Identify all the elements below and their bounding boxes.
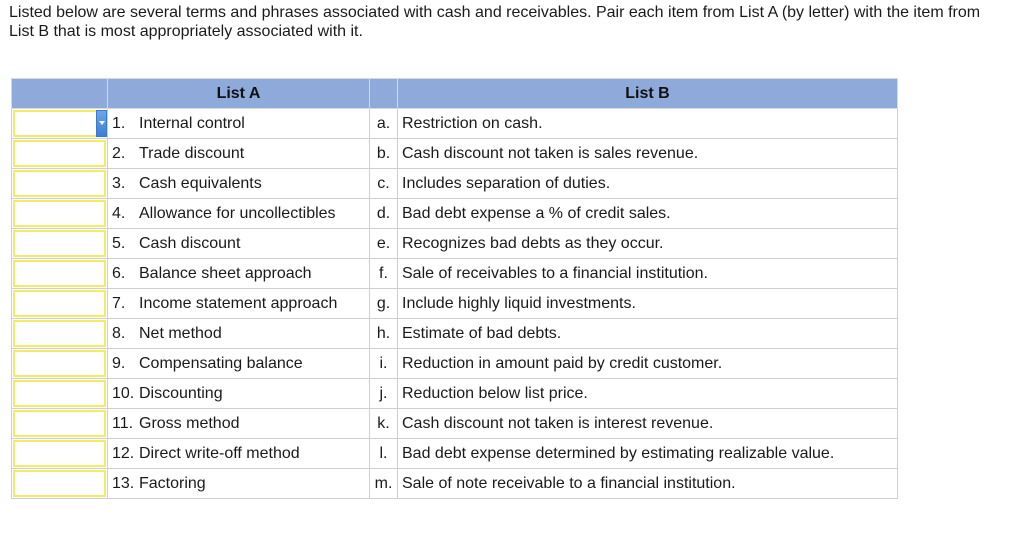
list-b-item: Cash discount not taken is sales revenue. <box>398 139 898 169</box>
list-b-letter: m. <box>370 469 398 499</box>
table-row <box>12 229 898 259</box>
table-row <box>12 439 898 469</box>
list-b-item: Reduction in amount paid by credit customer. <box>398 349 898 379</box>
list-a-header: List A <box>108 79 370 109</box>
answer-cell <box>12 109 108 139</box>
answer-cell <box>12 199 108 229</box>
table-row <box>12 409 898 439</box>
list-a-item <box>108 349 370 379</box>
list-a-number: 2. <box>112 144 126 162</box>
list-a-item <box>108 229 370 259</box>
list-a-text: Internal control <box>139 114 245 132</box>
list-a-number: 9. <box>112 354 126 372</box>
list-a-text: Allowance for uncollectibles <box>139 204 336 222</box>
list-a-text: Direct write-off method <box>139 444 300 462</box>
list-a-item <box>108 199 370 229</box>
answer-cell <box>12 259 108 289</box>
list-a-text: Cash discount <box>139 234 241 252</box>
chevron-down-icon <box>99 121 105 125</box>
answer-select-2[interactable] <box>13 140 106 167</box>
dropdown-arrow-icon[interactable] <box>96 110 107 137</box>
table-row <box>12 139 898 169</box>
list-b-letter: e. <box>370 229 398 259</box>
answer-column-header <box>12 79 108 109</box>
list-a-text: Factoring <box>139 474 206 492</box>
list-a-text: Compensating balance <box>139 354 303 372</box>
answer-cell <box>12 289 108 319</box>
answer-select-4[interactable] <box>13 200 106 227</box>
answer-select-3[interactable] <box>13 170 106 197</box>
list-a-item <box>108 379 370 409</box>
answer-select-5[interactable] <box>13 230 106 257</box>
list-a-item <box>108 469 370 499</box>
list-b-letter: f. <box>370 259 398 289</box>
letter-column-header <box>370 79 398 109</box>
list-b-letter: c. <box>370 169 398 199</box>
list-b-item: Reduction below list price. <box>398 379 898 409</box>
answer-select-6[interactable] <box>13 260 106 287</box>
list-b-item: Includes separation of duties. <box>398 169 898 199</box>
answer-select-8[interactable] <box>13 320 106 347</box>
list-b-item: Cash discount not taken is interest revenue. <box>398 409 898 439</box>
answer-select-12[interactable] <box>13 440 106 467</box>
list-b-letter: h. <box>370 319 398 349</box>
answer-select-10[interactable] <box>13 380 106 407</box>
table-row <box>12 169 898 199</box>
header-row <box>12 79 898 109</box>
list-a-text: Gross method <box>139 414 240 432</box>
list-a-number: 5. <box>112 234 126 252</box>
answer-cell <box>12 169 108 199</box>
answer-select-11[interactable] <box>13 410 106 437</box>
list-b-item: Bad debt expense a % of credit sales. <box>398 199 898 229</box>
list-b-item: Include highly liquid investments. <box>398 289 898 319</box>
answer-cell <box>12 319 108 349</box>
answer-cell <box>12 229 108 259</box>
list-b-header: List B <box>398 79 898 109</box>
list-a-text: Discounting <box>139 384 223 402</box>
answer-select-1[interactable] <box>13 110 98 137</box>
list-b-item: Recognizes bad debts as they occur. <box>398 229 898 259</box>
matching-table <box>11 78 898 499</box>
list-a-item <box>108 439 370 469</box>
list-a-text: Income statement approach <box>139 294 338 312</box>
list-a-item <box>108 259 370 289</box>
list-b-item: Bad debt expense determined by estimating realizable value. <box>398 439 898 469</box>
instructions-text: Listed below are several terms and phrases associated with cash and receivables. Pair each item from List A (by letter) with the item from List B that is most appropriately associated with it. <box>9 4 981 40</box>
answer-cell <box>12 409 108 439</box>
list-a-text: Cash equivalents <box>139 174 262 192</box>
list-a-item <box>108 139 370 169</box>
list-a-item <box>108 319 370 349</box>
list-a-text: Net method <box>139 324 222 342</box>
table-row <box>12 259 898 289</box>
list-b-item: Restriction on cash. <box>398 109 898 139</box>
list-b-item: Estimate of bad debts. <box>398 319 898 349</box>
list-a-number: 10. <box>112 384 135 402</box>
list-a-text: Balance sheet approach <box>139 264 312 282</box>
table-row <box>12 349 898 379</box>
table-row <box>12 319 898 349</box>
answer-cell <box>12 379 108 409</box>
list-b-letter: d. <box>370 199 398 229</box>
list-a-item <box>108 109 370 139</box>
list-b-letter: i. <box>370 349 398 379</box>
table-row <box>12 109 898 139</box>
list-a-text: Trade discount <box>139 144 245 162</box>
list-a-number: 8. <box>112 324 126 342</box>
answer-cell <box>12 469 108 499</box>
answer-cell <box>12 439 108 469</box>
list-b-letter: a. <box>370 109 398 139</box>
list-a-number: 11. <box>112 414 134 432</box>
answer-select-9[interactable] <box>13 350 106 377</box>
table-row <box>12 199 898 229</box>
table-row <box>12 379 898 409</box>
list-a-number: 6. <box>112 264 126 282</box>
answer-select-7[interactable] <box>13 290 106 317</box>
table-row <box>12 289 898 319</box>
list-b-letter: b. <box>370 139 398 169</box>
list-b-item: Sale of note receivable to a financial institution. <box>398 469 898 499</box>
list-a-number: 13. <box>112 474 135 492</box>
list-a-item <box>108 169 370 199</box>
list-b-letter: g. <box>370 289 398 319</box>
list-a-number: 12. <box>112 444 135 462</box>
list-b-letter: k. <box>370 409 398 439</box>
answer-cell <box>12 139 108 169</box>
list-a-number: 4. <box>112 204 126 222</box>
table-row <box>12 469 898 499</box>
answer-cell <box>12 349 108 379</box>
list-a-item <box>108 409 370 439</box>
list-a-number: 7. <box>112 294 126 312</box>
list-a-number: 1. <box>112 114 126 132</box>
list-a-number: 3. <box>112 174 126 192</box>
list-b-item: Sale of receivables to a financial institution. <box>398 259 898 289</box>
answer-select-13[interactable] <box>13 470 106 497</box>
list-b-letter: j. <box>370 379 398 409</box>
list-b-letter: l. <box>370 439 398 469</box>
list-a-item <box>108 289 370 319</box>
